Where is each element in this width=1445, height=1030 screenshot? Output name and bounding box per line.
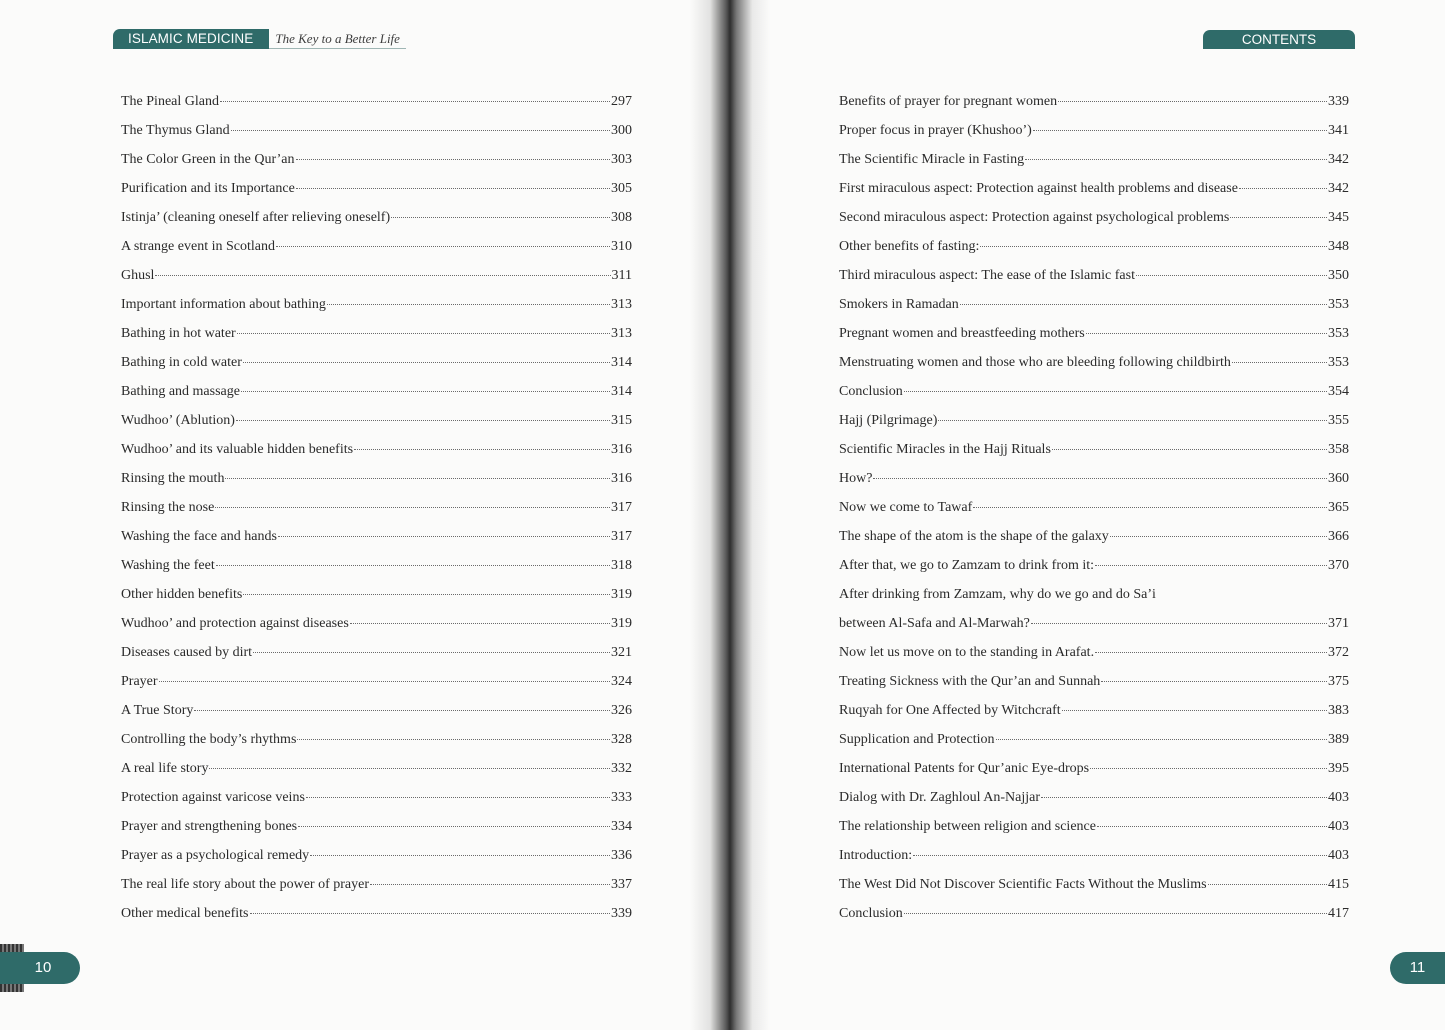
toc-entry[interactable] [839, 783, 1349, 812]
toc-entry[interactable] [121, 145, 632, 174]
book-title-tab: ISLAMIC MEDICINE [113, 29, 269, 49]
toc-entry-page: 337 [611, 877, 632, 892]
toc-entry[interactable] [121, 493, 632, 522]
dot-leader [904, 899, 1327, 914]
toc-entry-title: Pregnant women and breastfeeding mothers [839, 326, 1085, 341]
toc-entry[interactable] [121, 754, 632, 783]
toc-entry[interactable] [121, 435, 632, 464]
toc-entry-title: Benefits of prayer for pregnant women [839, 94, 1058, 109]
toc-entry-page: 415 [1328, 877, 1349, 892]
toc-entry-page: 354 [1328, 384, 1349, 399]
book-subtitle: The Key to a Better Life [269, 30, 406, 49]
dot-leader [278, 522, 610, 537]
toc-entry-page: 350 [1328, 268, 1349, 283]
toc-entry-title: The Pineal Gland [121, 94, 219, 109]
toc-entry-title: Now we come to Tawaf [839, 500, 973, 515]
toc-entry-title: Third miraculous aspect: The ease of the Islamic fast [839, 268, 1135, 283]
dot-leader [1110, 522, 1327, 537]
toc-entry-page: 314 [611, 355, 632, 370]
toc-entry-page: 317 [611, 500, 632, 515]
toc-entry-page: 395 [1328, 761, 1349, 776]
toc-entry[interactable] [839, 203, 1349, 232]
dot-leader [1095, 638, 1327, 653]
toc-entry-page: 370 [1328, 558, 1349, 573]
toc-entry[interactable] [839, 725, 1349, 754]
toc-entry-page: 336 [611, 848, 632, 863]
toc-entry[interactable] [839, 870, 1349, 899]
left-running-header [113, 29, 406, 49]
toc-entry[interactable] [121, 609, 632, 638]
dot-leader [904, 377, 1327, 392]
toc-entry[interactable] [121, 812, 632, 841]
toc-entry-page: 318 [611, 558, 632, 573]
toc-entry-title: Hajj (Pilgrimage) [839, 413, 938, 428]
toc-entry-title: Treating Sickness with the Qur’an and Sunnah [839, 674, 1101, 689]
toc-entry[interactable] [839, 348, 1349, 377]
toc-entry-title: Conclusion [839, 906, 903, 921]
left-page [0, 0, 722, 1030]
dot-leader [1041, 783, 1327, 798]
toc-entry-page: 334 [611, 819, 632, 834]
toc-entry-page: 366 [1328, 529, 1349, 544]
toc-entry[interactable] [121, 290, 632, 319]
toc-entry-title: The Thymus Gland [121, 123, 230, 138]
toc-entry-title: Wudhoo’ (Ablution) [121, 413, 235, 428]
toc-entry[interactable] [121, 841, 632, 870]
toc-entry-page: 353 [1328, 355, 1349, 370]
toc-entry-page: 339 [611, 906, 632, 921]
toc-entry-title: The relationship between religion and science [839, 819, 1096, 834]
dot-leader [1058, 87, 1327, 102]
toc-entry-title: A real life story [121, 761, 209, 776]
dot-leader [1031, 609, 1327, 624]
toc-entry-page: 341 [1328, 123, 1349, 138]
toc-entry-title: Proper focus in prayer (Khushoo’) [839, 123, 1032, 138]
toc-entry-page: 372 [1328, 645, 1349, 660]
toc-entry-title: The real life story about the power of prayer [121, 877, 370, 892]
dot-leader [310, 841, 610, 856]
dot-leader [225, 464, 610, 479]
toc-entry-page: 308 [611, 210, 632, 225]
dot-leader [996, 725, 1327, 740]
dot-leader [973, 493, 1327, 508]
toc-entry-page: 319 [611, 587, 632, 602]
toc-entry-page: 303 [611, 152, 632, 167]
toc-entry-title: The West Did Not Discover Scientific Facts Without the Muslims [839, 877, 1207, 892]
toc-entry-page: 383 [1328, 703, 1349, 718]
toc-entry[interactable] [121, 87, 632, 116]
toc-entry-page: 389 [1328, 732, 1349, 747]
toc-entry-page: 371 [1328, 616, 1349, 631]
toc-entry-page: 375 [1328, 674, 1349, 689]
toc-entry[interactable] [121, 174, 632, 203]
toc-entry-page: 313 [611, 297, 632, 312]
toc-entry-title: Wudhoo’ and protection against diseases [121, 616, 349, 631]
toc-entry-title: Prayer and strengthening bones [121, 819, 298, 834]
toc-entry-page: 332 [611, 761, 632, 776]
dot-leader [350, 609, 610, 624]
toc-entry[interactable] [121, 638, 632, 667]
toc-entry[interactable] [839, 319, 1349, 348]
toc-entry-page: 313 [611, 326, 632, 341]
toc-entry-title: Ghusl [121, 268, 155, 283]
toc-entry[interactable] [839, 667, 1349, 696]
toc-entry[interactable] [839, 232, 1349, 261]
dot-leader [1136, 261, 1327, 276]
toc-entry-title: Protection against varicose veins [121, 790, 305, 805]
toc-entry-page: 365 [1328, 500, 1349, 515]
toc-entry[interactable] [839, 638, 1349, 667]
toc-entry-title: Other benefits of fasting: [839, 239, 980, 254]
toc-entry-title: Other hidden benefits [121, 587, 243, 602]
toc-entry-title: Wudhoo’ and its valuable hidden benefits [121, 442, 354, 457]
page-number-left: 10 [0, 952, 80, 984]
dot-leader [913, 841, 1327, 856]
toc-entry-page: 314 [611, 384, 632, 399]
dot-leader [960, 290, 1327, 305]
dot-leader [1230, 203, 1327, 218]
toc-entry-page: 360 [1328, 471, 1349, 486]
toc-entry-title: Prayer as a psychological remedy [121, 848, 310, 863]
dot-leader [1086, 319, 1327, 334]
toc-entry-page: 342 [1328, 152, 1349, 167]
toc-entry-page: 305 [611, 181, 632, 196]
toc-entry-page: 310 [611, 239, 632, 254]
dot-leader [250, 899, 610, 914]
toc-entry[interactable] [121, 232, 632, 261]
toc-entry-page: 315 [611, 413, 632, 428]
toc-entry-page: 321 [611, 645, 632, 660]
dot-leader [1052, 435, 1327, 450]
toc-entry-title: After drinking from Zamzam, why do we go and do Sa’i [839, 587, 1156, 602]
toc-entry[interactable] [839, 116, 1349, 145]
dot-leader [1232, 348, 1327, 363]
toc-entry[interactable] [839, 290, 1349, 319]
toc-entry-title: The shape of the atom is the shape of the galaxy [839, 529, 1109, 544]
toc-entry-title: Ruqyah for One Affected by Witchcraft [839, 703, 1061, 718]
toc-entry[interactable] [121, 348, 632, 377]
toc-entry[interactable] [839, 174, 1349, 203]
toc-entry[interactable] [121, 464, 632, 493]
dot-leader [1239, 174, 1327, 189]
toc-entry-title: First miraculous aspect: Protection against health problems and disease [839, 181, 1238, 196]
toc-entry[interactable] [839, 899, 1349, 928]
toc-entry-page: 333 [611, 790, 632, 805]
toc-entry[interactable] [839, 841, 1349, 870]
toc-entry[interactable] [839, 377, 1349, 406]
toc-entry-page: 324 [611, 674, 632, 689]
dot-leader [209, 754, 610, 769]
toc-entry-page: 316 [611, 471, 632, 486]
dot-leader [873, 464, 1327, 479]
toc-entry-title: Bathing and massage [121, 384, 240, 399]
dot-leader [1062, 696, 1327, 711]
toc-entry-title: A strange event in Scotland [121, 239, 275, 254]
toc-entry-title: Purification and its Importance [121, 181, 295, 196]
toc-entry[interactable] [839, 580, 1349, 609]
toc-entry[interactable] [839, 522, 1349, 551]
toc-entry-page: 319 [611, 616, 632, 631]
toc-entry[interactable] [839, 609, 1349, 638]
toc-entry-title: Other medical benefits [121, 906, 249, 921]
toc-entry-title: Conclusion [839, 384, 903, 399]
dot-leader [391, 203, 610, 218]
toc-entry-title: Rinsing the nose [121, 500, 215, 515]
toc-entry-title: Washing the face and hands [121, 529, 277, 544]
toc-entry-title: Introduction: [839, 848, 913, 863]
toc-entry-title: Controlling the body’s rhythms [121, 732, 297, 747]
dot-leader [253, 638, 610, 653]
toc-entry-title: Second miraculous aspect: Protection against psychological problems [839, 210, 1230, 225]
dot-leader [1097, 812, 1327, 827]
toc-entry[interactable] [121, 261, 632, 290]
toc-entry-page: 317 [611, 529, 632, 544]
toc-entry[interactable] [121, 870, 632, 899]
dot-leader [980, 232, 1327, 247]
toc-entry-page: 339 [1328, 94, 1349, 109]
toc-entry-page: 326 [611, 703, 632, 718]
toc-entry[interactable] [839, 145, 1349, 174]
toc-entry[interactable] [121, 203, 632, 232]
dot-leader [155, 261, 610, 276]
dot-leader [327, 290, 610, 305]
toc-entry-title: Washing the feet [121, 558, 215, 573]
toc-entry[interactable] [121, 551, 632, 580]
toc-list-right [839, 87, 1349, 928]
toc-entry-page: 353 [1328, 297, 1349, 312]
dot-leader [354, 435, 610, 450]
dot-leader [298, 812, 610, 827]
dot-leader [296, 145, 610, 160]
dot-leader [241, 377, 610, 392]
toc-entry-title: Istinja’ (cleaning oneself after relieving oneself) [121, 210, 391, 225]
dot-leader [220, 87, 610, 102]
toc-entry-page: 297 [611, 94, 632, 109]
toc-entry-title: The Scientific Miracle in Fasting [839, 152, 1025, 167]
dot-leader [1208, 870, 1327, 885]
dot-leader [306, 783, 610, 798]
dot-leader [938, 406, 1327, 421]
toc-entry[interactable] [121, 377, 632, 406]
toc-entry-title: Smokers in Ramadan [839, 297, 959, 312]
dot-leader [237, 319, 610, 334]
toc-entry[interactable] [839, 493, 1349, 522]
toc-entry[interactable] [839, 87, 1349, 116]
toc-entry-title: The Color Green in the Qur’an [121, 152, 295, 167]
toc-entry-title: Scientific Miracles in the Hajj Rituals [839, 442, 1051, 457]
toc-entry-page: 403 [1328, 819, 1349, 834]
dot-leader [1025, 145, 1327, 160]
toc-entry-page: 417 [1328, 906, 1349, 921]
toc-entry-title: Now let us move on to the standing in Arafat. [839, 645, 1095, 660]
toc-entry[interactable] [121, 319, 632, 348]
dot-leader [1033, 116, 1327, 131]
toc-entry[interactable] [121, 899, 632, 928]
toc-entry-page: 403 [1328, 790, 1349, 805]
dot-leader [1101, 667, 1327, 682]
dot-leader [231, 116, 610, 131]
right-page [722, 0, 1445, 1030]
toc-entry[interactable] [121, 522, 632, 551]
dot-leader [215, 493, 610, 508]
toc-entry[interactable] [839, 464, 1349, 493]
toc-entry-title: Menstruating women and those who are bleeding following childbirth [839, 355, 1231, 370]
book-gutter-shadow [690, 0, 770, 1030]
toc-entry[interactable] [121, 667, 632, 696]
toc-entry-title: Rinsing the mouth [121, 471, 225, 486]
toc-entry-title: Bathing in hot water [121, 326, 236, 341]
toc-entry-page: 348 [1328, 239, 1349, 254]
toc-entry-page: 300 [611, 123, 632, 138]
toc-entry-title: Diseases caused by dirt [121, 645, 253, 660]
dot-leader [194, 696, 610, 711]
toc-entry-title: A True Story [121, 703, 194, 718]
toc-entry-page: 328 [611, 732, 632, 747]
toc-entry[interactable] [839, 696, 1349, 725]
toc-entry[interactable] [121, 725, 632, 754]
dot-leader [1090, 754, 1327, 769]
dot-leader [236, 406, 610, 421]
toc-entry[interactable] [839, 754, 1349, 783]
dot-leader [243, 580, 610, 595]
dot-leader [216, 551, 610, 566]
dot-leader [297, 725, 610, 740]
toc-entry-title: Bathing in cold water [121, 355, 242, 370]
toc-entry-title: between Al-Safa and Al-Marwah? [839, 616, 1030, 631]
toc-entry-page: 353 [1328, 326, 1349, 341]
toc-list-left [121, 87, 632, 928]
toc-entry[interactable] [839, 261, 1349, 290]
dot-leader [370, 870, 610, 885]
toc-entry[interactable] [839, 551, 1349, 580]
dot-leader [243, 348, 610, 363]
contents-header-tab: CONTENTS [1203, 30, 1355, 49]
toc-entry-page: 355 [1328, 413, 1349, 428]
toc-entry-title: How? [839, 471, 873, 486]
toc-entry[interactable] [121, 696, 632, 725]
toc-entry-page: 342 [1328, 181, 1349, 196]
toc-entry[interactable] [121, 783, 632, 812]
toc-entry-title: After that, we go to Zamzam to drink from it: [839, 558, 1095, 573]
toc-entry[interactable] [839, 406, 1349, 435]
toc-entry[interactable] [839, 812, 1349, 841]
toc-entry-title: Prayer [121, 674, 158, 689]
toc-entry[interactable] [121, 406, 632, 435]
dot-leader [296, 174, 610, 189]
page-number-right: 11 [1390, 952, 1445, 984]
toc-entry-page: 345 [1328, 210, 1349, 225]
toc-entry-title: Supplication and Protection [839, 732, 995, 747]
dot-leader [1095, 551, 1327, 566]
toc-entry-page: 358 [1328, 442, 1349, 457]
toc-entry-page: 403 [1328, 848, 1349, 863]
toc-entry-title: International Patents for Qur’anic Eye-drops [839, 761, 1090, 776]
toc-entry-title: Dialog with Dr. Zaghloul An-Najjar [839, 790, 1041, 805]
toc-entry[interactable] [839, 435, 1349, 464]
dot-leader [276, 232, 610, 247]
toc-entry-title: Important information about bathing [121, 297, 326, 312]
dot-leader [159, 667, 610, 682]
toc-entry-page: 311 [611, 268, 632, 283]
toc-entry-page: 316 [611, 442, 632, 457]
toc-entry[interactable] [121, 580, 632, 609]
toc-entry[interactable] [121, 116, 632, 145]
